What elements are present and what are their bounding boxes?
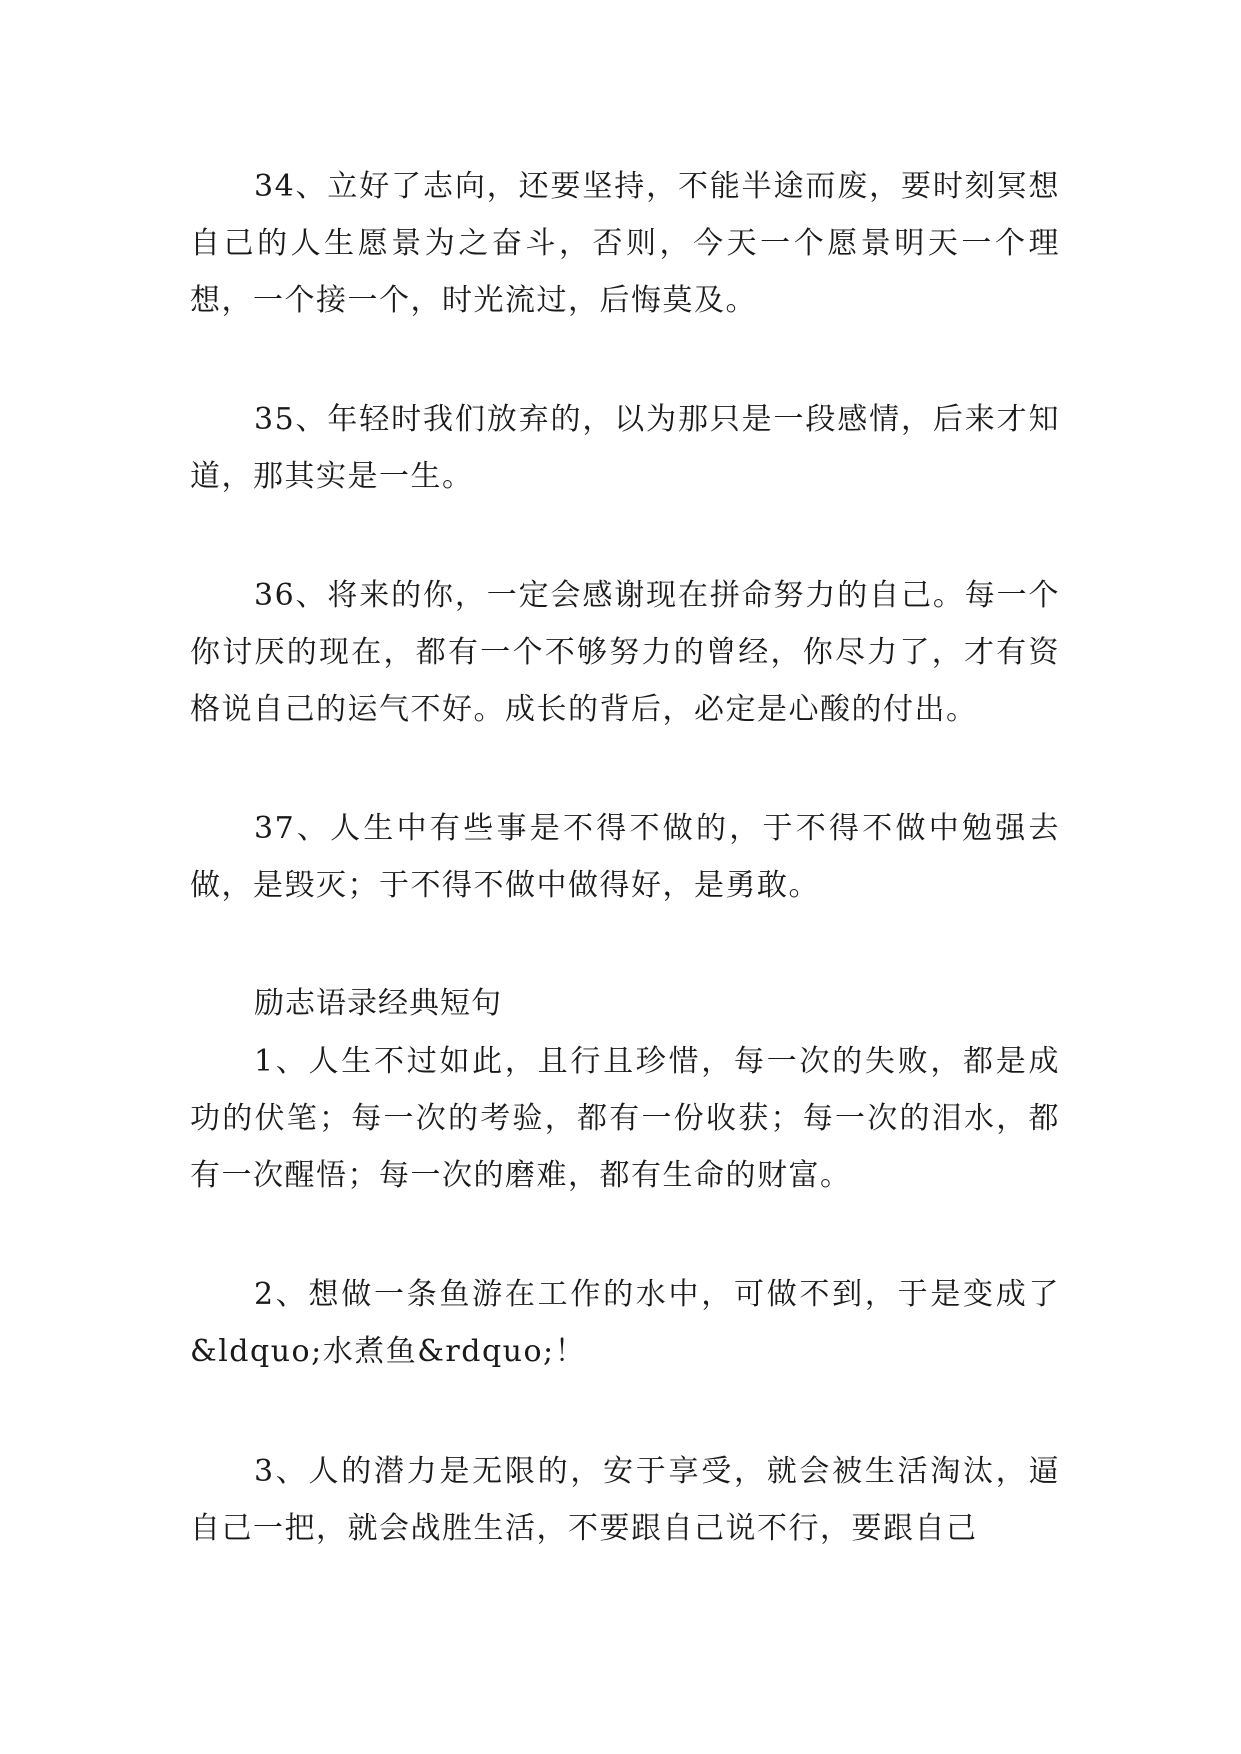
paragraph-37: 37、人生中有些事是不得不做的，于不得不做中勉强去做，是毁灭；于不得不做中做得好，是勇敢。 [190,811,1060,903]
quote-1: 1、人生不过如此，且行且珍惜，每一次的失败，都是成功的伏笔；每一次的考验，都有一份收获；每一次的泪水，都有一次醒悟；每一次的磨难，都有生命的财富。 [190,1044,1060,1193]
paragraph-36: 36、将来的你，一定会感谢现在拼命努力的自己。每一个你讨厌的现在，都有一个不够努力的曾经，你尽力了，才有资格说自己的运气不好。成长的背后，必定是心酸的付出。 [190,578,1060,727]
paragraph-35: 35、年轻时我们放弃的，以为那只是一段感情，后来才知道，那其实是一生。 [190,402,1060,494]
quote-2: 2、想做一条鱼游在工作的水中，可做不到，于是变成了&ldquo;水煮鱼&rdquo;！ [190,1277,1060,1369]
quote-3: 3、人的潜力是无限的，安于享受，就会被生活淘汰，逼自己一把，就会战胜生活，不要跟自己说不行，要跟自己 [190,1454,1060,1546]
paragraph-34: 34、立好了志向，还要坚持，不能半途而废，要时刻冥想自己的人生愿景为之奋斗，否则，今天一个愿景明天一个理想，一个接一个，时光流过，后悔莫及。 [190,169,1060,318]
section-heading: 励志语录经典短句 [254,986,502,1021]
